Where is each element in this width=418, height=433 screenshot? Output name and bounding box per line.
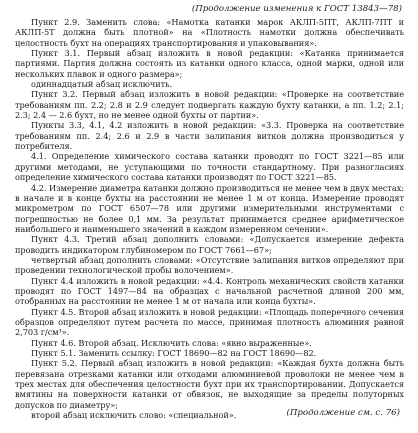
paragraph: Пункт 4.6. Второй абзац. Исключить слова: «явно выраженные». — [31, 337, 312, 348]
paragraph: Пункт 5.2. Первый абзац изложить в новой редакции: «Каждая бухта должна быть перевязана отрезками катанки или отходами алюминиевой проволоки не менее чем в трех местах для обеспечения целостности бухт при их транспортировании. Допускается вмятины на поверхности катанки от обвязок, не выходящие за пределы полуторных допусков по диаметру»; — [15, 358, 404, 410]
paragraph: второй абзац исключить слово: «специальной». — [31, 410, 237, 421]
body-text — [15, 17, 404, 420]
paragraph: 4.1. Определение химического состава катанки проводят по ГОСТ 3221—85 или другими методами, не уступающими по точности стандартному. При разногласиях определение химического состава катанки производят по ГОСТ 3221—85. — [15, 151, 404, 183]
paragraph: Пункт 4.4 изложить в новой редакции: «4.4. Контроль механических свойств катанки проводят по ГОСТ 1497—84 на образцах с начальной расчетной длиной 200 мм, отобранных на расстоянии не менее 1 м от начала или конца бухты». — [15, 275, 404, 307]
paragraph: Пункт 2.9. Заменить слова: «Намотка катанки марок АКЛП-5ПТ, АКЛП-7ПТ и АКЛП-5Т должна быть плотной» на «Плотность намотки должна обеспечивать целостность бухт на операциях транспортирования и упаковывания». — [15, 17, 404, 48]
paragraph: Пункт 4.5. Второй абзац изложить в новой редакции: «Площадь поперечного сечения образцов определяют путем расчета по массе, принимая плотность алюминия равной 2,703 г/см³». — [15, 306, 404, 338]
paragraph: 4.2. Измерение диаметра катанки должно производиться не менее чем в двух местах: в начале и в конце бухты на расстоянии не менее 1 м от конца. Измерение проводят микрометром по ГОСТ 6507—78 или другими измерительными инструментами с погрешностью не более 0,1 мм. За результат принимается среднее арифметическое наибольшего и наименьшего значений в каждом измеренном сечении». — [15, 182, 404, 234]
paragraph: Пункт 5.1. Заменить ссылку: ГОСТ 18690—82 на ГОСТ 18690—82. — [31, 348, 317, 358]
page-footer: (Продолжение см. с. 76) — [286, 408, 400, 418]
paragraph: Пункт 4.3. Третий абзац дополнить словами: «Допускается измерение дефекта проводить индикатором глубиномером по ГОСТ 7661—67»; — [15, 234, 404, 255]
paragraph: Пункт 3.1. Первый абзац изложить в новой редакции: «Катанка принимается партиями. Партия должна состоять из катанки одного класса, одной марки, одной или нескольких плавок и одного размера»; — [15, 48, 404, 79]
page-header: (Продолжение изменения к ГОСТ 13843—78) — [191, 4, 402, 14]
paragraph: Пункты 3.3, 4.1, 4.2 изложить в новой редакции: «3.3. Проверка на соответствие требованиям пп. 2.4; 2.6 и 2.9 в части залипания витков должна производиться у потребителя. — [15, 120, 404, 152]
paragraph: Пункт 3.2. Первый абзац изложить в новой редакции: «Проверке на соответствие требованиям пп. 2.2; 2.8 и 2.9 следует подвергать каждую бухту катанки, а пп. 1.2; 2.1; 2.3; 2.4 — 2.6 бухт, но не менее одной бухты от партии». — [15, 89, 404, 121]
paragraph: одиннадцатый абзац исключить. — [31, 79, 173, 90]
paragraph: четвертый абзац дополнить словами: «Отсутствие залипания витков определяют при проведении технологической пробы волочением». — [15, 254, 404, 276]
